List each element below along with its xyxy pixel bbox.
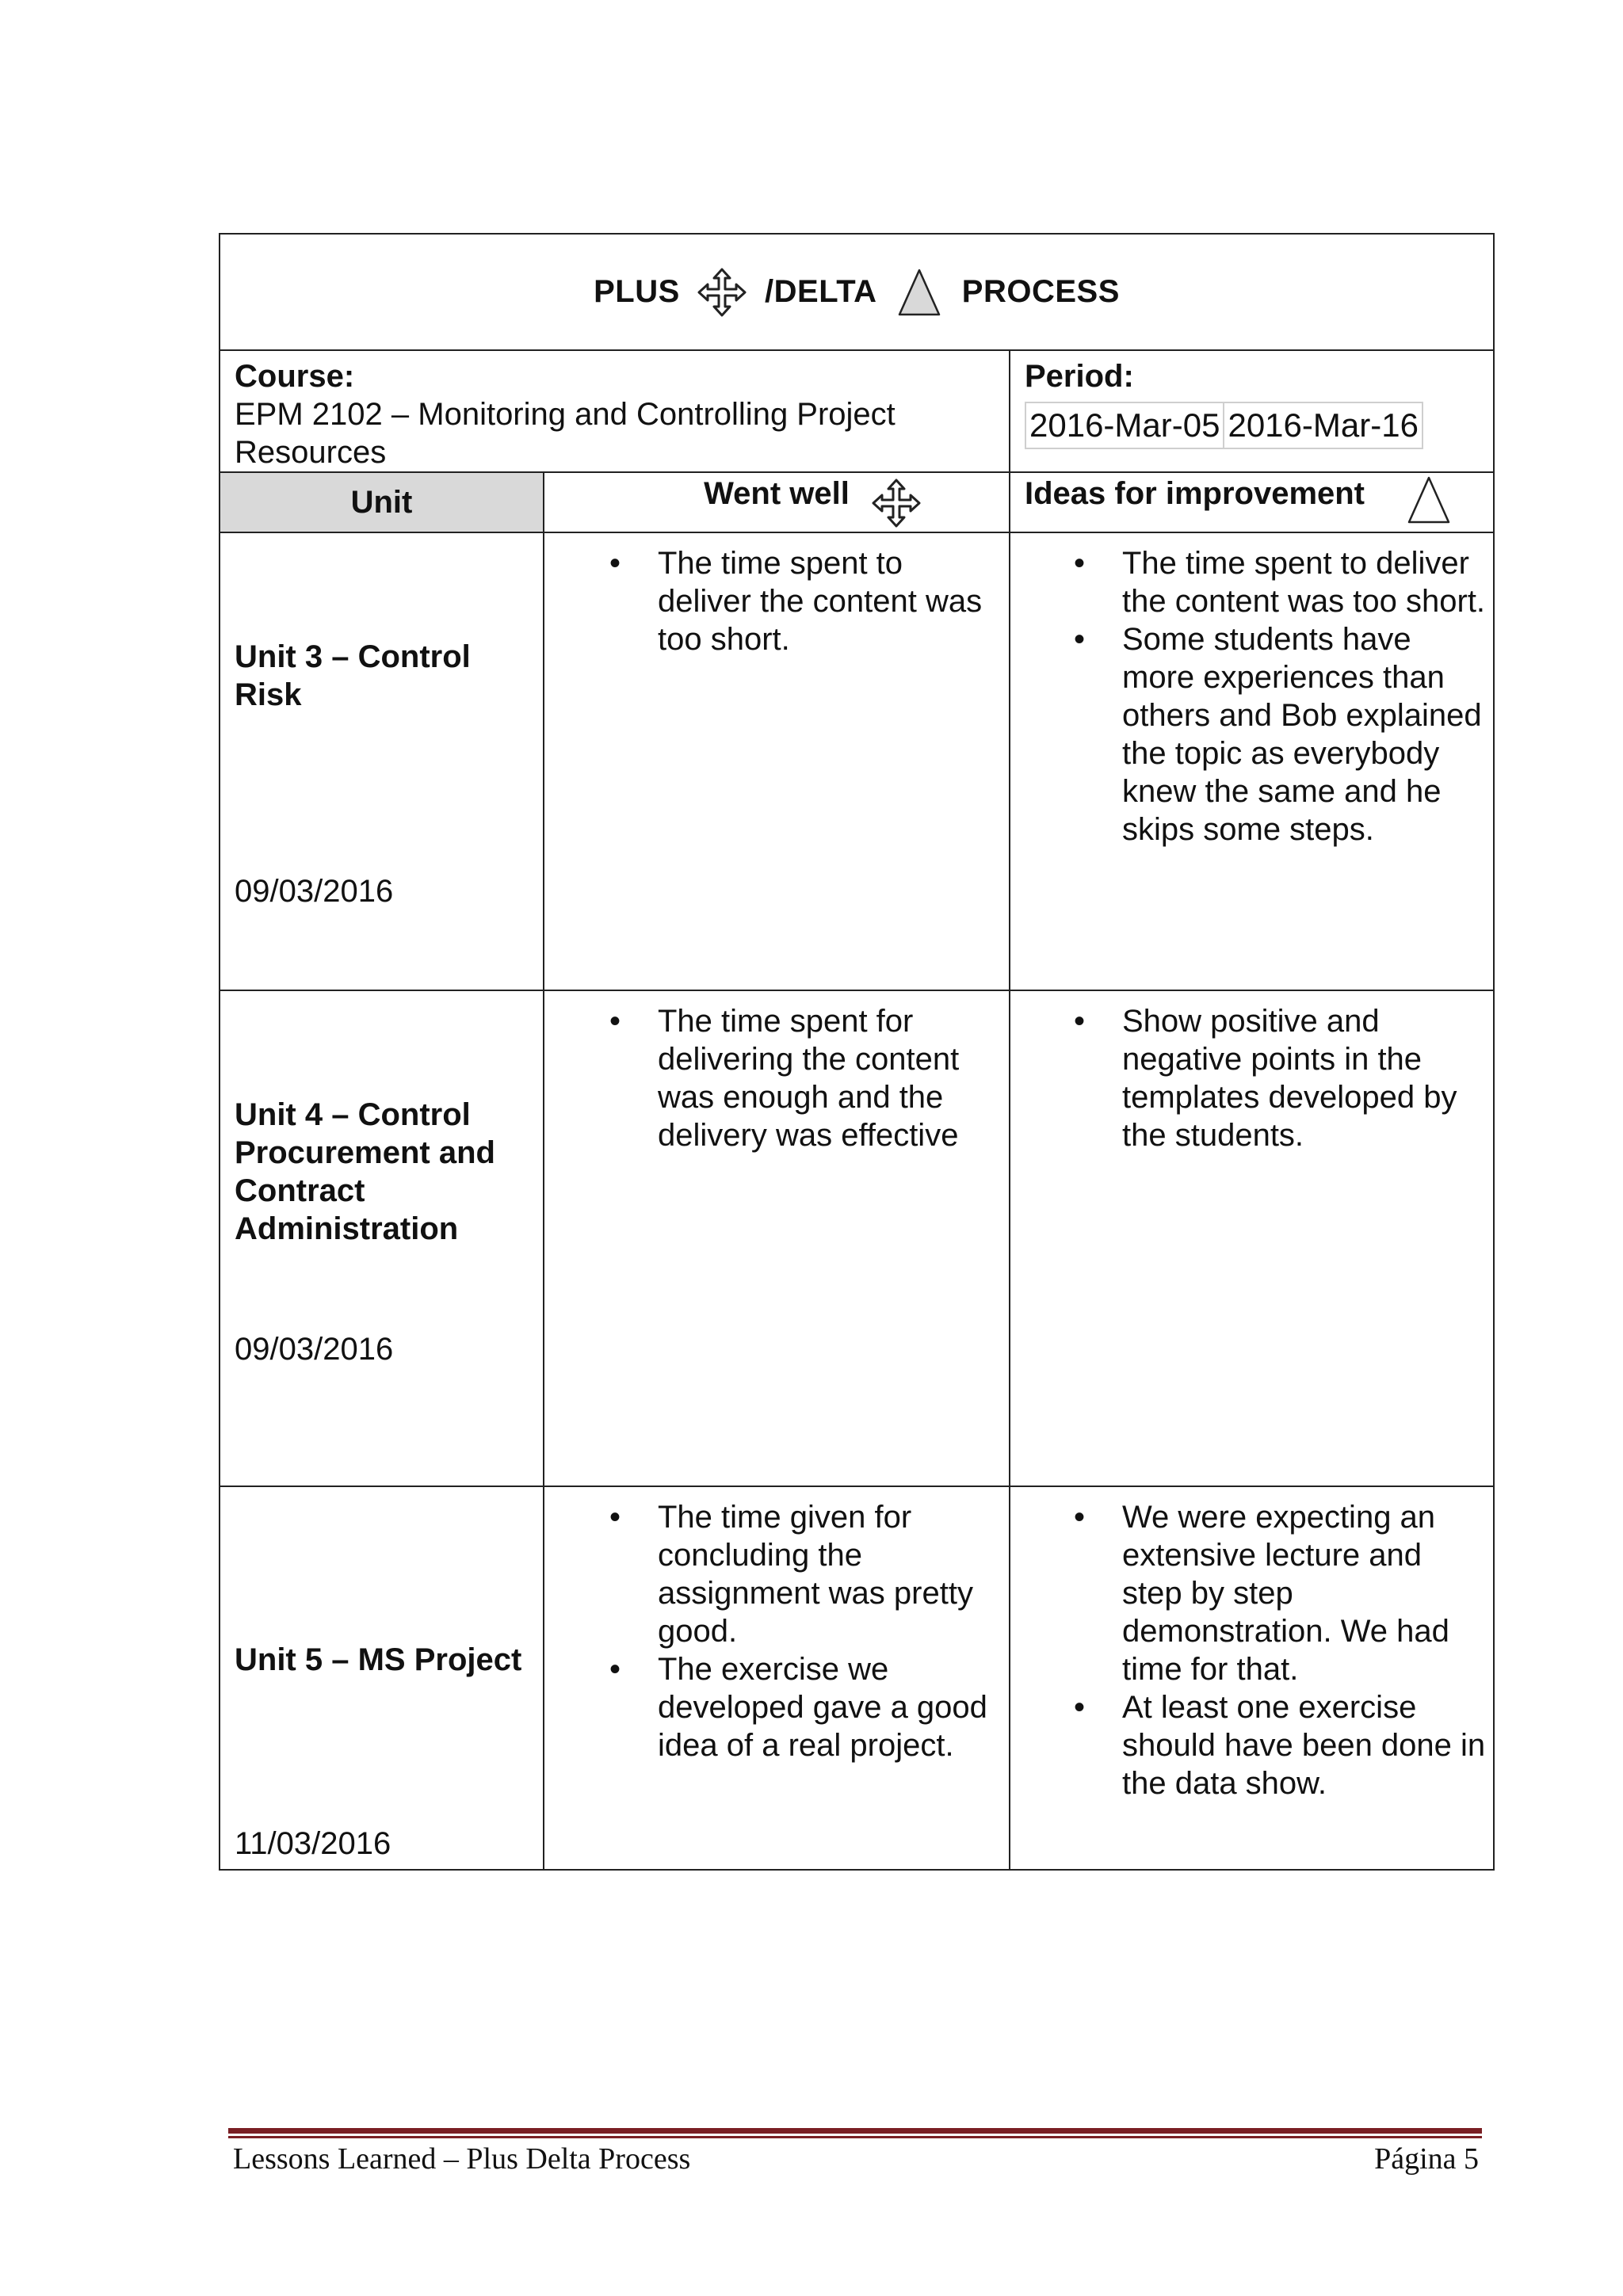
ideas-cell <box>1010 990 1494 1486</box>
unit-date: 09/03/2016 <box>235 1332 394 1367</box>
unit-cell <box>220 1486 544 1870</box>
table-row <box>220 532 1494 990</box>
triangle-delta-icon <box>897 267 941 318</box>
period-end: 2016-Mar-16 <box>1223 403 1421 448</box>
footer-rule <box>228 2128 1482 2134</box>
footer-page-number: Página 5 <box>1374 2142 1479 2176</box>
triangle-delta-icon <box>1407 475 1451 525</box>
four-arrows-move-icon <box>697 267 747 318</box>
unit-title: Unit 5 – MS Project <box>235 1642 522 1677</box>
ideas-cell <box>1010 1486 1494 1870</box>
period-label: Period: <box>1025 359 1134 394</box>
table-title <box>220 234 1494 350</box>
footer-document-title: Lessons Learned – Plus Delta Process <box>233 2142 691 2176</box>
header-ideas <box>1010 472 1494 532</box>
unit-cell <box>220 532 544 990</box>
course-value: EPM 2102 – Monitoring and Controlling Project Resources <box>235 397 896 470</box>
header-went-well-label: Went well <box>704 476 850 511</box>
header-went-well <box>544 472 1010 532</box>
list-item: • The exercise we developed gave a good idea of a real project. <box>544 1650 1002 1764</box>
list-item: • At least one exercise should have been done in the data show. <box>1010 1688 1487 1802</box>
header-unit: Unit <box>220 472 544 532</box>
unit-date: 11/03/2016 <box>235 1826 391 1861</box>
period-cell <box>1010 350 1494 472</box>
list-item: • The time spent for delivering the content was enough and the delivery was effective <box>544 1002 1002 1154</box>
list-item: • Some students have more experiences than others and Bob explained the topic as everybody knew the same and he skips some steps. <box>1010 620 1487 849</box>
table-row <box>220 1486 1494 1870</box>
went-well-cell <box>544 532 1010 990</box>
list-item: • The time given for concluding the assignment was pretty good. <box>544 1498 1002 1650</box>
plus-delta-table <box>219 233 1495 1871</box>
course-label: Course: <box>235 359 355 394</box>
table-row <box>220 990 1494 1486</box>
list-item: • We were expecting an extensive lecture and step by step demonstration. We had time for that. <box>1010 1498 1487 1688</box>
went-well-cell <box>544 1486 1010 1870</box>
title-plus: PLUS <box>594 274 680 309</box>
ideas-cell <box>1010 532 1494 990</box>
four-arrows-move-icon <box>871 478 922 528</box>
unit-date: 09/03/2016 <box>235 874 394 909</box>
title-delta: /DELTA <box>765 274 877 309</box>
footer-rule-thin <box>228 2136 1482 2138</box>
unit-cell <box>220 990 544 1486</box>
unit-title: Unit 3 – Control Risk <box>235 639 471 712</box>
list-item: • The time spent to deliver the content was too short. <box>1010 544 1487 620</box>
list-item: • The time spent to deliver the content was too short. <box>544 544 1002 658</box>
went-well-cell <box>544 990 1010 1486</box>
header-ideas-label: Ideas for improvement <box>1025 476 1365 511</box>
course-cell <box>220 350 1010 472</box>
list-item: • Show positive and negative points in the templates developed by the students. <box>1010 1002 1487 1154</box>
period-range <box>1025 402 1423 449</box>
title-process: PROCESS <box>961 274 1120 309</box>
period-start: 2016-Mar-05 <box>1029 406 1220 444</box>
unit-title: Unit 4 – Control Procurement and Contract Administration <box>235 1097 495 1246</box>
